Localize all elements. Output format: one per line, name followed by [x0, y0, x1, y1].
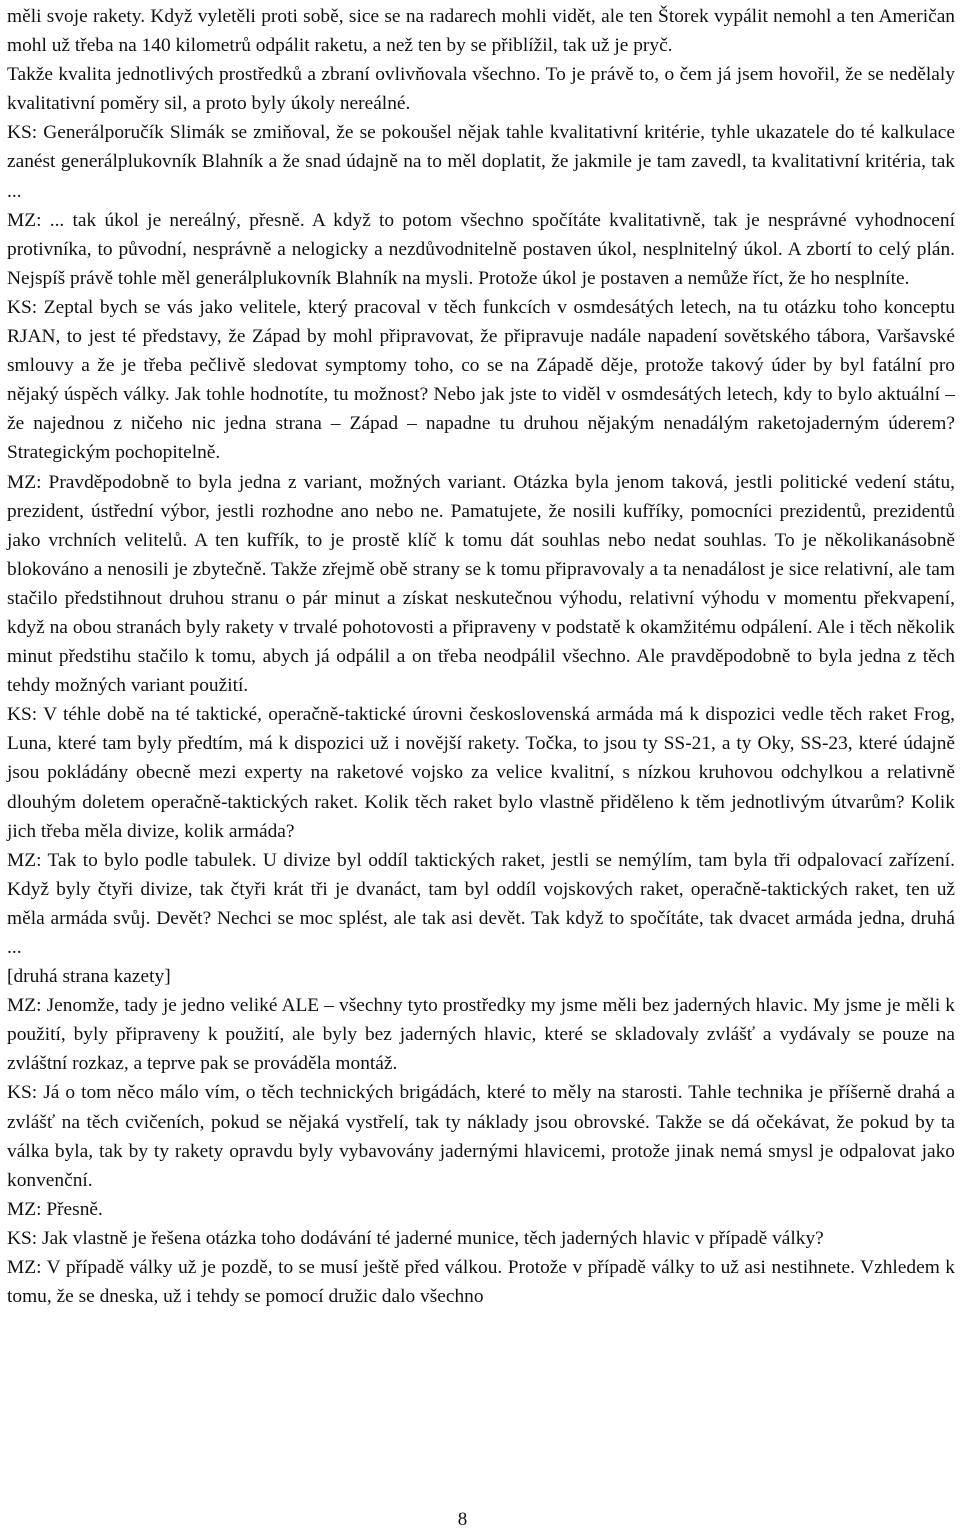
paragraph: MZ: Jenomže, tady je jedno veliké ALE – všechny tyto prostředky my jsme měli bez jaderných hlavic. My jsme je měli k použití, byly připraveny k použití, ale byly bez jaderných hlavic, které se skladovaly zvlášť a vydávaly se pouze na zvláštní rozkaz, a teprve pak se prováděla montáž.: [7, 995, 955, 1075]
paragraph: [druhá strana kazety]: [7, 966, 171, 988]
paragraph: KS: Generálporučík Slimák se zmiňoval, že se pokoušel nějak tahle kvalitativní kritérie, tyhle ukazatele do té kalkulace zanést generálplukovník Blahník a že snad údajně na to měl doplatit, že jakmile je tam zavedl, ta kvalitativní kritéria, tak ...: [7, 122, 955, 202]
paragraph: KS: V téhle době na té taktické, operačně-taktické úrovni československá armáda má k dispozici vedle těch raket Frog, Luna, které tam byly předtím, má k dispozici už i novější rakety. Točka, to jsou ty SS-21, a ty Oky, SS-23, které údajně jsou pokládány obecně mezi experty na raketové vojsko za velice kvalitní, s nízkou kruhovou odchylkou a relativně dlouhým doletem operačně-taktických raket. Kolik těch raket bylo vlastně přiděleno k těm jednotlivým útvarům? Kolik jich třeba měla divize, kolik armáda?: [7, 704, 955, 842]
paragraph: KS: Já o tom něco málo vím, o těch technických brigádách, které to měly na starosti. Tahle technika je příšerně drahá a zvlášť na těch cvičeních, pokud se nějaká vystřelí, tak ty náklady jsou obrovské. Takže se dá očekávat, že pokud by ta válka byla, tak by ty rakety opravdu byly vybavovány jadernými hlavicemi, protože jinak nemá smysl je odpalovat jako konvenční.: [7, 1082, 955, 1191]
paragraph: KS: Zeptal bych se vás jako velitele, který pracoval v těch funkcích v osmdesátých letech, na tu otázku toho konceptu RJAN, to jest té představy, že Západ by mohl připravovat, že připravuje nadále napadení sovětského tábora, Varšavské smlouvy a že je třeba pečlivě sledovat symptomy toho, co se na Západě děje, protože takový úder by byl fatální pro nějaký úspěch války. Jak tohle hodnotíte, tu možnost? Nebo jak jste to viděl v osmdesátých letech, kdy to bylo aktuální – že najednou z ničeho nic jedna strana – Západ – napadne tu druhou nějakým nenadálým raketojaderným úderem? Strategickým pochopitelně.: [7, 296, 955, 464]
paragraph: MZ: Tak to bylo podle tabulek. U divize byl oddíl taktických raket, jestli se nemýlím, tam byla tři odpalovací zařízení. Když byly čtyři divize, tak čtyři krát tři je dvanáct, tam byl oddíl vojskových raket, operačně-taktických raket, ten už měla armáda svůj. Devět? Nechci se moc splést, ale tak asi devět. Tak když to spočítáte, tak dvacet armáda jedna, druhá ...: [7, 849, 955, 958]
paragraph: MZ: ... tak úkol je nereálný, přesně. A když to potom všechno spočítáte kvalitativně, tak je nesprávné vyhodnocení protivníka, to původní, nesprávně a nelogicky a nezdůvodnitelně postaven úkol, nesplnitelný úkol. A zbortí to celý plán. Nejspíš právě tohle měl generálplukovník Blahník na mysli. Protože úkol je postaven a nemůže říct, že ho nesplníte.: [7, 209, 955, 289]
paragraph: MZ: Přesně.: [7, 1198, 103, 1220]
paragraph: měli svoje rakety. Když vyletěli proti sobě, sice se na radarech mohli vidět, ale ten Štorek vypálit nemohl a ten Američan mohl už třeba na 140 kilometrů odpálit raketu, a než ten by se přiblížil, tak už je pryč.: [7, 6, 955, 57]
paragraph: MZ: V případě války už je pozdě, to se musí ještě před válkou. Protože v případě války to už asi nestihnete. Vzhledem k tomu, že se dneska, už i tehdy se pomocí družic dalo všechno: [7, 1257, 955, 1308]
paragraph: Takže kvalita jednotlivých prostředků a zbraní ovlivňovala všechno. To je právě to, o čem já jsem hovořil, že se nedělaly kvalitativní poměry sil, a proto byly úkoly nereálné.: [7, 64, 955, 115]
page-number: 8: [457, 1509, 468, 1530]
body-text: [7, 2, 955, 1311]
paragraph: KS: Jak vlastně je řešena otázka toho dodávání té jaderné munice, těch jaderných hlavic v případě války?: [7, 1227, 824, 1249]
paragraph: MZ: Pravděpodobně to byla jedna z variant, možných variant. Otázka byla jenom taková, jestli politické vedení státu, prezident, ústřední výbor, jestli rozhodne ano nebo ne. Pamatujete, že nosili kufříky, pomocníci prezidentů, prezidentů jako vrchních velitelů. A ten kufřík, to je prostě klíč k tomu dát souhlas nebo nedat souhlas. To je několikanásobně blokováno a nenosili je zbytečně. Takže zřejmě obě strany se k tomu připravovaly a ta nenadálost je sice relativní, ale tam stačilo předstihnout druhou stranu o pár minut a získat neskutečnou výhodu, relativní výhodu v momentu překvapení, když na obou stranách byly rakety v trvalé pohotovosti a připraveny v podstatě k okamžitému odpálení. Ale i těch několik minut předstihu stačilo k tomu, abych já odpálil a on třeba neodpálil všechno. Ale pravděpodobně to byla jedna z těch tehdy možných variant použití.: [7, 471, 955, 697]
